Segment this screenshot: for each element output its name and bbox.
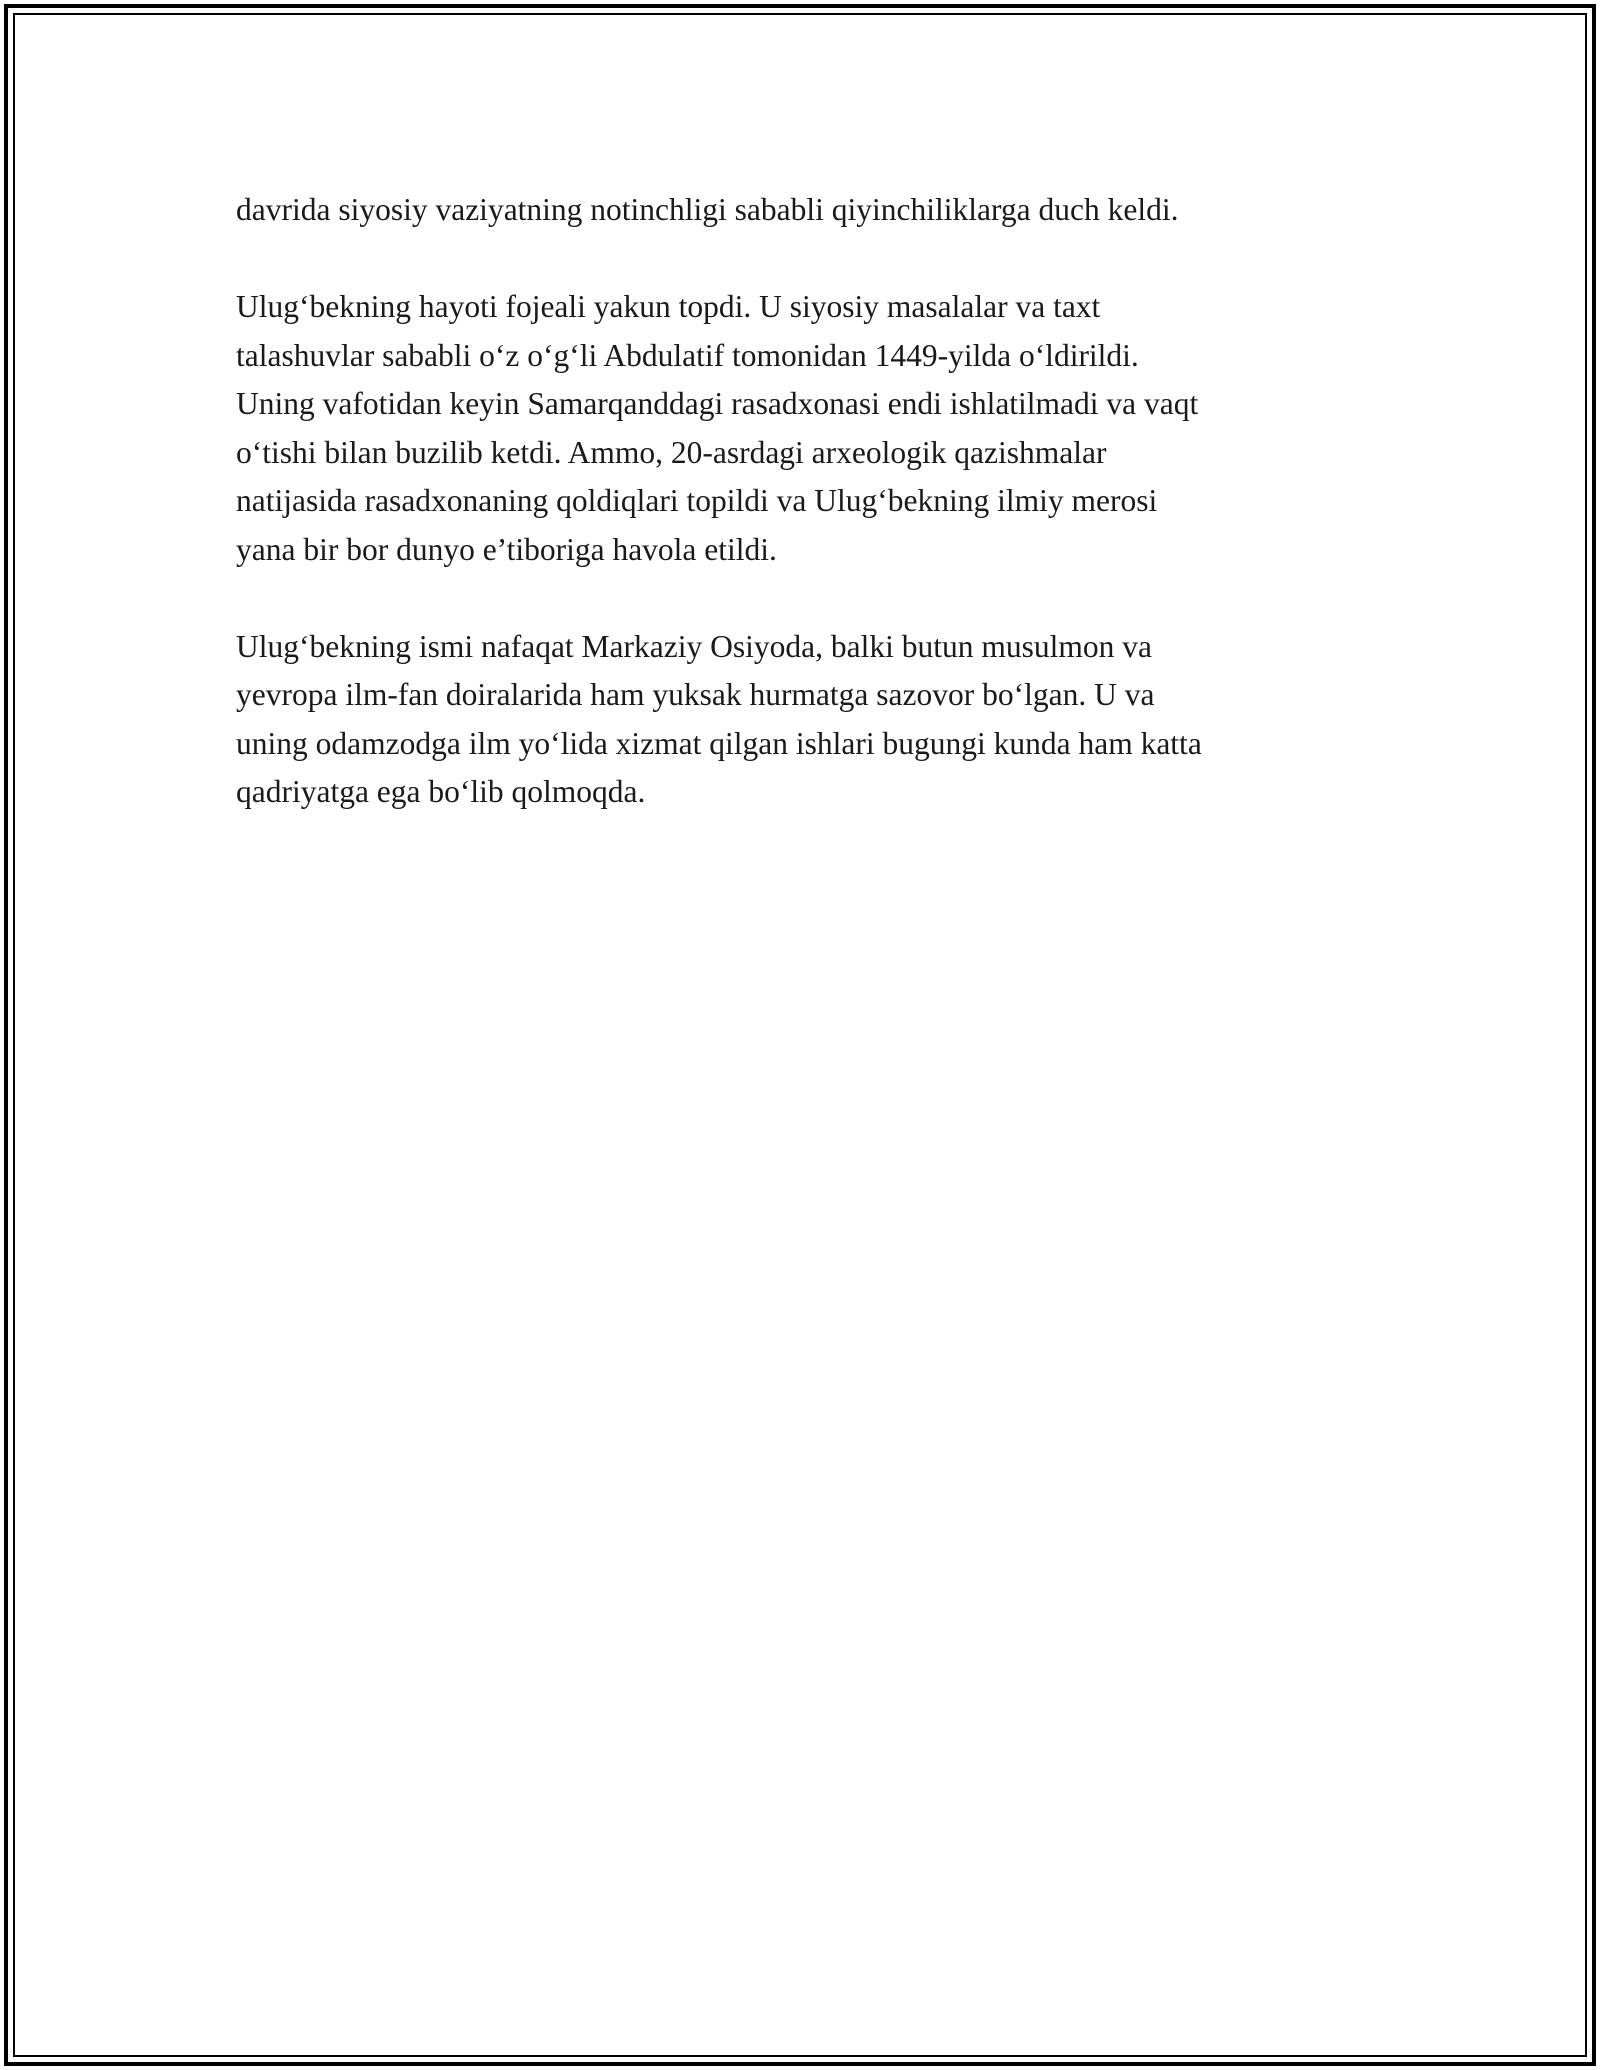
- paragraph-ulugbek-death: Ulug‘bekning hayoti fojeali yakun topdi. U siyosiy masalalar va taxt talashuvlar sababli o‘z o‘g‘li Abdulatif tomonidan 1449-yilda o‘ldirildi. Uning vafotidan keyin Samarqanddagi rasadxonasi endi ishlatilmadi va vaqt o‘tishi bilan buzilib ketdi. Ammo, 20-asrdagi arxeologik qazishmalar natijasida rasadxonaning qoldiqlari topildi va Ulug‘bekning ilmiy merosi yana bir bor dunyo e’tiboriga havola etildi.: [236, 289, 1199, 567]
- paragraph-continuation: davrida siyosiy vaziyatning notinchligi sababli qiyinchiliklarga duch keldi.: [236, 192, 1179, 227]
- paragraph-ulugbek-legacy: Ulug‘bekning ismi nafaqat Markaziy Osiyoda, balki butun musulmon va yevropa ilm-fan doiralarida ham yuksak hurmatga sazovor bo‘lgan. U va uning odamzodga ilm yo‘lida xizmat qilgan ishlari bugungi kunda ham katta qadriyatga ega bo‘lib qolmoqda.: [236, 628, 1202, 809]
- document-body: [236, 186, 1386, 865]
